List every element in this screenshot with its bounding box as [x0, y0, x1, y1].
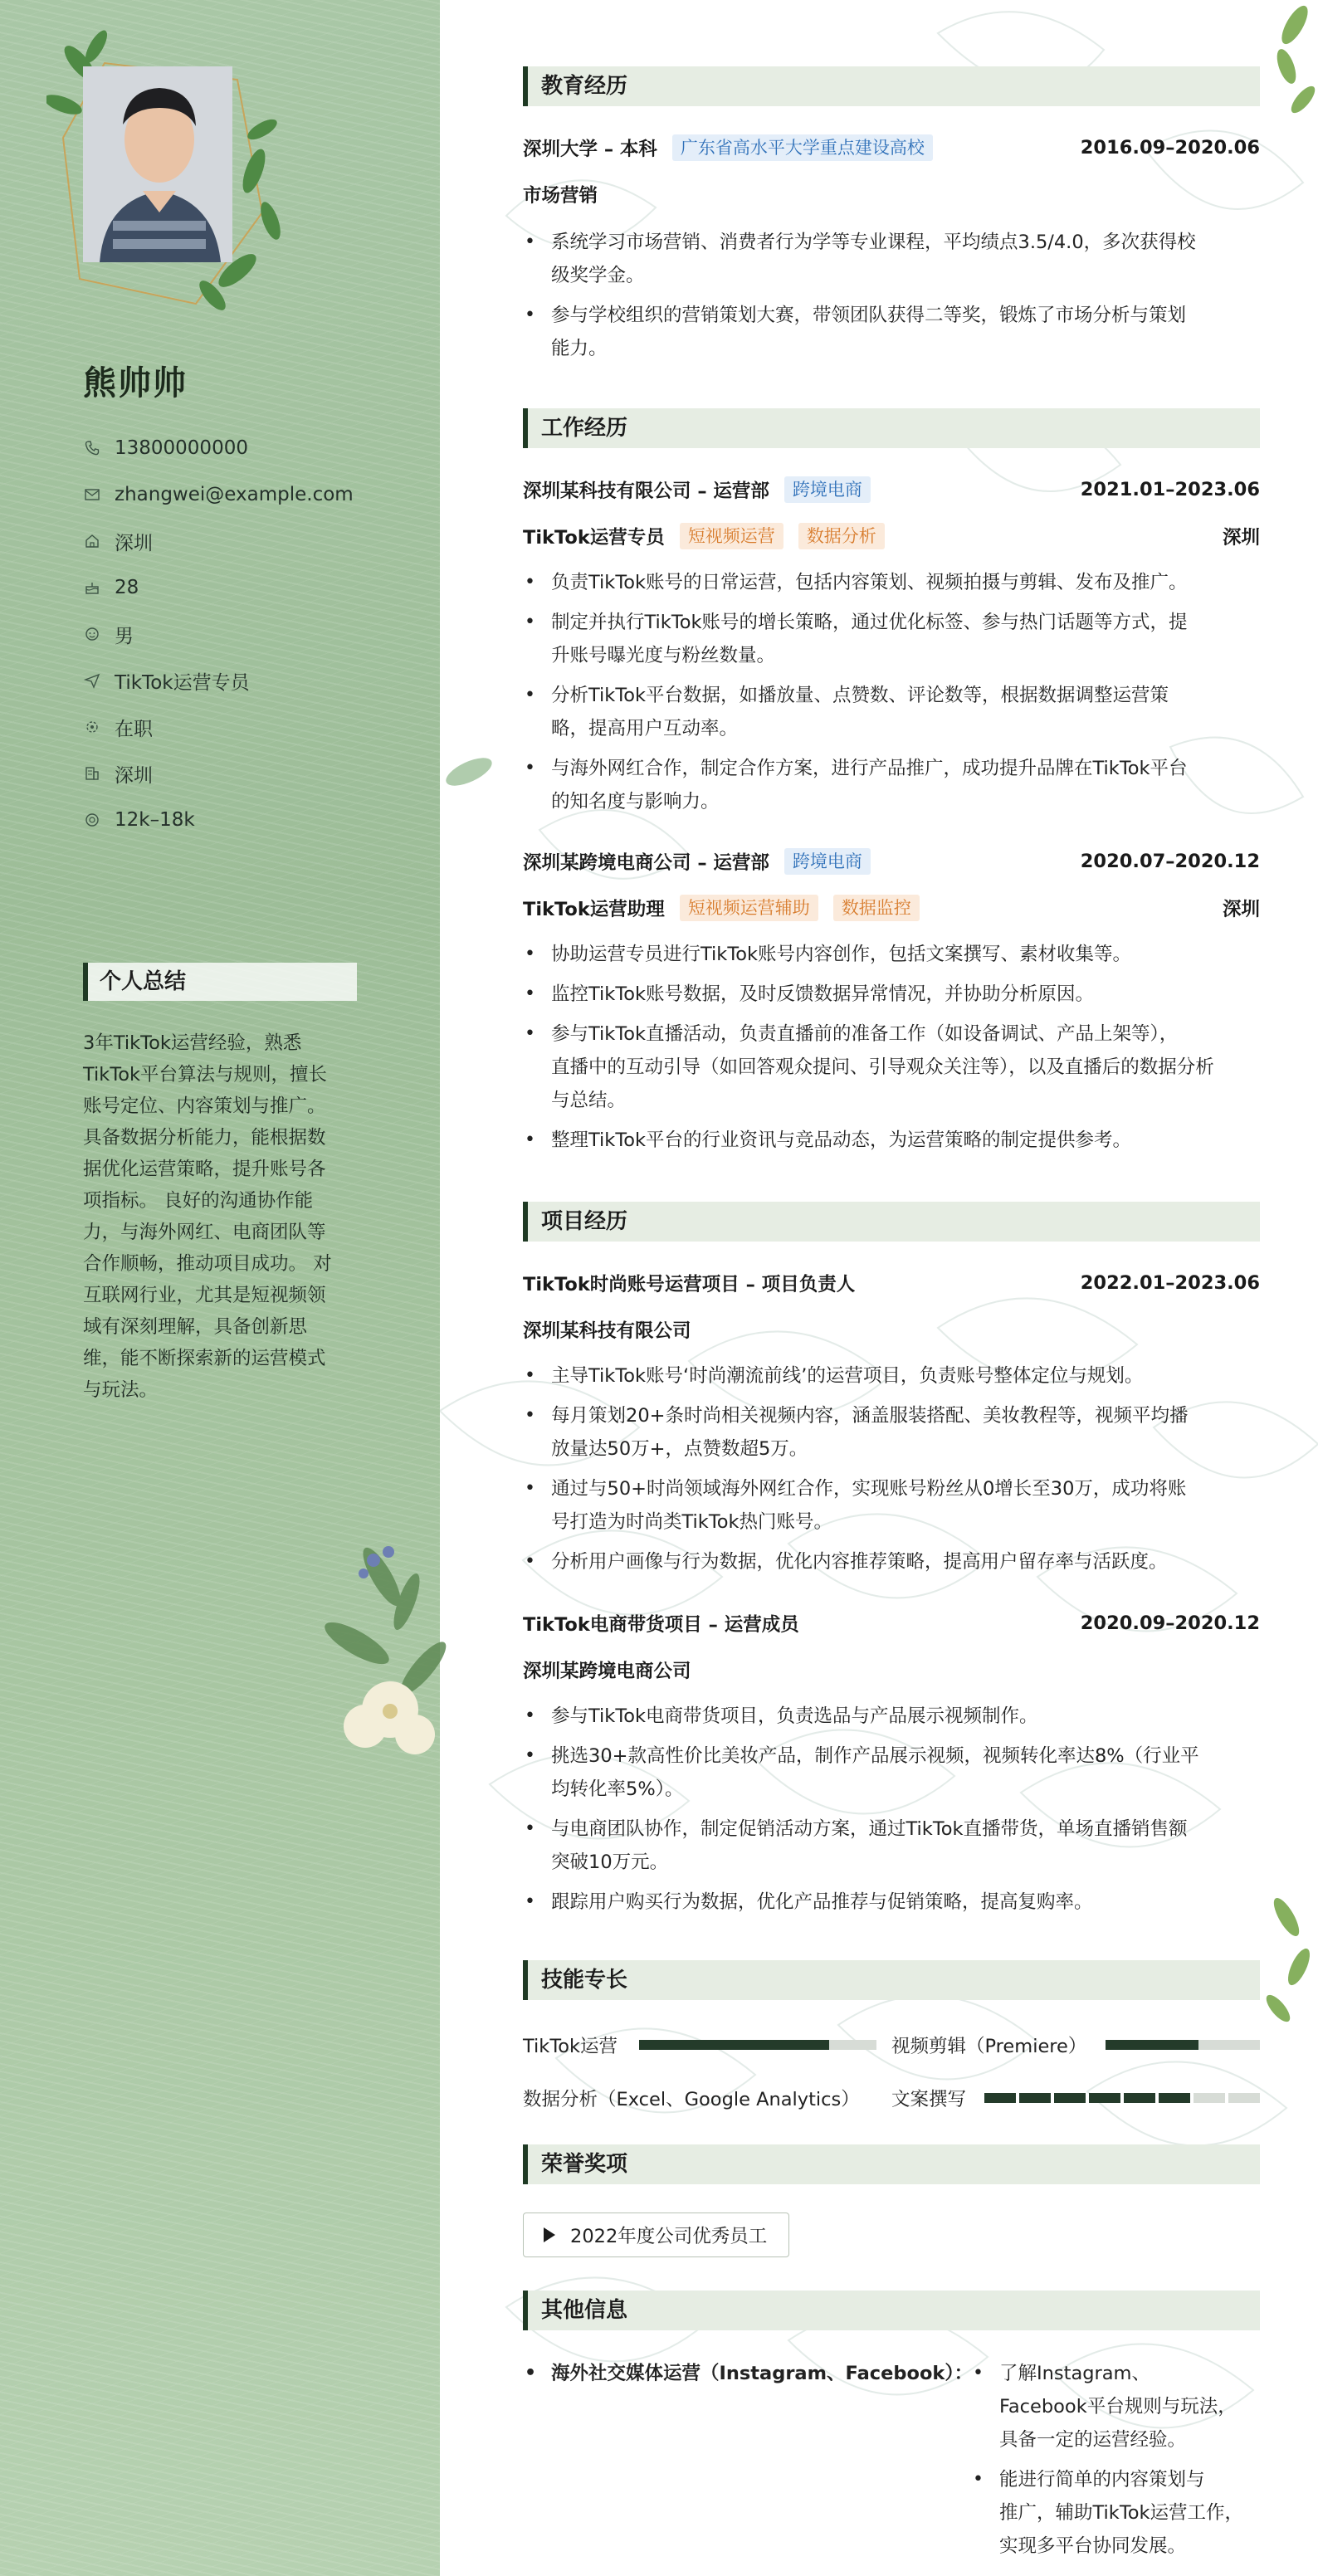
honors-title: 荣誉奖项 [523, 2144, 1260, 2184]
contact-target-city-text: 深圳 [115, 764, 153, 787]
job-role-row [523, 891, 1260, 925]
job-bullet [523, 1017, 1260, 1117]
bullet-line: • 负责TikTok账号的日常运营，包括内容策划、视频拍摄与剪辑、发布及推广。 [551, 572, 1188, 593]
summary-line: 互联网行业，尤其是短视频领 [83, 1285, 326, 1306]
skill-level-segments [984, 2093, 1260, 2103]
project-org-row [523, 1653, 1260, 1686]
job-city: 深圳 [1222, 527, 1260, 549]
contact-phone-text: 13800000000 [115, 437, 248, 459]
gender-icon [83, 625, 101, 643]
award-item [523, 2213, 789, 2257]
job-bullet [523, 938, 1260, 971]
other-bullet [971, 2357, 1245, 2456]
job-industry-tag: 跨境电商 [784, 476, 871, 503]
bullet-line: • 制定并执行TikTok账号的增长策略，通过优化标签、参与热门话题等方式，提 [551, 612, 1188, 633]
bullet-line: • 挑选30+款高性价比美妆产品，制作产品展示视频，视频转化率达8%（行业平 [551, 1745, 1199, 1767]
job-city: 深圳 [1222, 899, 1260, 920]
project-date: 2022.01–2023.06 [1080, 1272, 1260, 1294]
job-bullet [523, 978, 1260, 1011]
cake-icon [83, 578, 101, 597]
contact-status-text: 在职 [115, 718, 153, 740]
project-header [523, 1266, 1260, 1300]
summary-text [83, 1027, 354, 1406]
skill-level-bar [1106, 2040, 1260, 2050]
contact-city-text: 深圳 [115, 532, 153, 554]
bullet-line: 推广，辅助TikTok运营工作， [999, 2502, 1244, 2524]
job-skill-tag: 短视频运营 [680, 523, 783, 549]
bullet-line: • 参与TikTok直播活动，负责直播前的准备工作（如设备调试、产品上架等）， [551, 1023, 1179, 1045]
job-role: TikTok运营助理 [523, 899, 665, 920]
job-bullet [523, 566, 1260, 599]
project-org: 深圳某科技有限公司 [523, 1320, 691, 1342]
bullet-line: 与总结。 [551, 1090, 627, 1111]
summary-line: 维，能不断探索新的运营模式 [83, 1348, 326, 1369]
project-org-row [523, 1313, 1260, 1346]
job-header [523, 473, 1260, 506]
phone-icon [83, 439, 101, 457]
skill-row [523, 2081, 888, 2115]
bullet-line: • 与海外网红合作，制定合作方案，进行产品推广，成功提升品牌在TikTok平台 [551, 758, 1188, 779]
project-bullet [523, 1812, 1260, 1879]
avatar [83, 66, 232, 262]
job-role-row [523, 520, 1260, 553]
education-tag: 广东省高水平大学重点建设高校 [672, 134, 933, 161]
summary-line: 3年TikTok运营经验，熟悉 [83, 1032, 302, 1054]
project-bullet [523, 1545, 1260, 1578]
education-major-row [523, 178, 1260, 211]
skill-row [891, 2028, 1140, 2061]
bullet-line: 具备一定的运营经验。 [999, 2429, 1187, 2451]
skill-level-segment [1089, 2093, 1120, 2103]
job-bullet [523, 752, 1260, 818]
candidate-name: 熊帅帅 [83, 364, 188, 402]
bullet-line: • 了解Instagram、 [999, 2363, 1150, 2384]
bullet-line: • 分析用户画像与行为数据，优化内容推荐策略，提高用户留存率与活跃度。 [551, 1551, 1168, 1573]
summary-line: 力，与海外网红、电商团队等 [83, 1222, 326, 1243]
bullet-line: Facebook平台规则与玩法， [999, 2396, 1237, 2417]
bottom-right-leaf-decoration [1253, 1884, 1318, 2050]
mail-icon [83, 485, 101, 504]
skill-name: 文案撰写 [891, 2089, 967, 2110]
summary-line: TikTok平台算法与规则，擅长 [83, 1064, 328, 1086]
salary-icon [83, 811, 101, 829]
education-header [523, 131, 1260, 164]
skill-name: 视频剪辑（Premiere） [891, 2036, 1087, 2057]
summary-line: 据优化运营策略，提升账号各 [83, 1159, 326, 1180]
job-role: TikTok运营专员 [523, 527, 665, 549]
contact-phone [83, 425, 432, 471]
skill-level-bar [639, 2040, 876, 2050]
home-icon [83, 532, 101, 550]
summary-line: 项指标。 良好的沟通协作能 [83, 1190, 314, 1212]
other-bullet [971, 2463, 1245, 2563]
skill-level-segment [984, 2093, 1016, 2103]
summary-line: 合作顺畅，推动项目成功。 对 [83, 1253, 332, 1275]
photo-area [46, 30, 287, 312]
contact-position [83, 657, 432, 704]
bullet-line: 略，提高用户互动率。 [551, 718, 739, 739]
bullet-line: • 参与TikTok电商带货项目，负责选品与产品展示视频制作。 [551, 1705, 1038, 1727]
job-date: 2021.01–2023.06 [1080, 479, 1260, 500]
bullet-line: • 主导TikTok账号‘时尚潮流前线’的运营项目，负责账号整体定位与规划。 [551, 1365, 1144, 1387]
job-company: 深圳某科技有限公司 – 运营部 [523, 481, 769, 502]
contact-salary-text: 12k–18k [115, 809, 195, 831]
education-major: 市场营销 [523, 185, 598, 207]
side-leaf-decoration [440, 747, 498, 797]
bullet-line: 号打造为时尚类TikTok热门账号。 [551, 1511, 833, 1533]
project-bullet [523, 1472, 1260, 1539]
summary-line: 账号定位、内容策划与推广。 [83, 1095, 326, 1117]
bullet-line: • 每月策划20+条时尚相关视频内容，涵盖服装搭配、美妆教程等，视频平均播 [551, 1405, 1189, 1427]
project-org: 深圳某跨境电商公司 [523, 1661, 691, 1682]
job-company: 深圳某跨境电商公司 – 运营部 [523, 852, 769, 874]
job-bullet [523, 679, 1260, 745]
flower-decoration [282, 1527, 448, 1809]
job-bullet [523, 606, 1260, 672]
project-bullet [523, 1359, 1260, 1393]
bullet-line: 实现多平台协同发展。 [999, 2535, 1187, 2557]
project-date: 2020.09–2020.12 [1080, 1612, 1260, 1634]
bullet-line: • 监控TikTok账号数据，及时反馈数据异常情况，并协助分析原因。 [551, 983, 1095, 1005]
projects-title: 项目经历 [523, 1202, 1260, 1242]
bullet-line: • 系统学习市场营销、消费者行为学等专业课程，平均绩点3.5/4.0，多次获得校 [551, 232, 1196, 253]
bullet-line: • 分析TikTok平台数据，如播放量、点赞数、评论数等，根据数据调整运营策 [551, 685, 1169, 706]
top-right-leaf-decoration [1253, 0, 1318, 133]
bullet-line: 的知名度与影响力。 [551, 791, 720, 812]
skill-name: 数据分析（Excel、Google Analytics） [523, 2089, 860, 2110]
contact-city [83, 518, 432, 564]
project-bullet [523, 1700, 1260, 1733]
job-skill-tag: 短视频运营辅助 [680, 895, 818, 921]
project-header [523, 1607, 1260, 1640]
job-header [523, 845, 1260, 878]
contact-target-city [83, 750, 432, 797]
summary-line: 域有深刻理解，具备创新思 [83, 1316, 308, 1338]
bullet-line: • 协助运营专员进行TikTok账号内容创作，包括文案撰写、素材收集等。 [551, 944, 1132, 965]
bullet-line: • 整理TikTok平台的行业资讯与竞品动态，为运营策略的制定提供参考。 [551, 1129, 1132, 1151]
project-name: TikTok时尚账号运营项目 – 项目负责人 [523, 1274, 856, 1295]
work-title: 工作经历 [523, 408, 1260, 448]
contact-age-text: 28 [115, 577, 139, 598]
job-skill-tag: 数据监控 [833, 895, 920, 921]
education-date: 2016.09–2020.06 [1080, 137, 1260, 159]
contact-gender-text: 男 [115, 625, 134, 647]
building-icon [83, 764, 101, 783]
contact-salary [83, 797, 432, 843]
skill-level-fill [639, 2040, 829, 2050]
contact-status [83, 704, 432, 750]
skill-level-segment [1019, 2093, 1051, 2103]
project-bullet [523, 1739, 1260, 1806]
education-bullet [523, 299, 1260, 365]
education-bullet [523, 226, 1260, 292]
job-bullet [523, 1124, 1260, 1157]
skill-level-segment [1228, 2093, 1260, 2103]
bullet-line: 级奖学金。 [551, 265, 645, 286]
contact-age [83, 564, 432, 611]
bullet-line: • 跟踪用户购买行为数据，优化产品推荐与促销策略，提高复购率。 [551, 1891, 1093, 1913]
summary-title: 个人总结 [83, 963, 357, 1001]
other-label-text: • 海外社交媒体运营（Instagram、Facebook）： [551, 2363, 974, 2384]
skill-level-segment [1124, 2093, 1155, 2103]
bullet-line: • 与电商团队协作，制定促销活动方案，通过TikTok直播带货，单场直播销售额 [551, 1818, 1188, 1840]
skill-level-segment [1194, 2093, 1225, 2103]
bullet-line: 放量达50万+，点赞数超5万。 [551, 1438, 808, 1460]
summary-line: 具备数据分析能力，能根据数 [83, 1127, 326, 1149]
contact-email-text: zhangwei@example.com [115, 484, 354, 505]
skill-name: TikTok运营 [523, 2036, 618, 2057]
other-label [523, 2357, 988, 2390]
bullet-line: 突破10万元。 [551, 1852, 669, 1873]
education-school: 深圳大学 – 本科 [523, 139, 657, 160]
contact-gender [83, 611, 432, 657]
contact-position-text: TikTok运营专员 [115, 671, 250, 694]
bullet-line: • 能进行简单的内容策划与 [999, 2469, 1205, 2491]
job-industry-tag: 跨境电商 [784, 848, 871, 875]
play-triangle-icon [544, 2227, 555, 2242]
bullet-line: 均转化率5%）。 [551, 1778, 684, 1800]
contact-email [83, 471, 432, 518]
skill-level-fill [1106, 2040, 1198, 2050]
main-content [440, 0, 1318, 2576]
send-icon [83, 671, 101, 690]
job-skill-tag: 数据分析 [798, 523, 885, 549]
skill-level-segment [1054, 2093, 1086, 2103]
job-date: 2020.07–2020.12 [1080, 851, 1260, 872]
project-bullet [523, 1399, 1260, 1466]
project-bullet [523, 1886, 1260, 1919]
skill-level-segment [1159, 2093, 1190, 2103]
summary-line: 与玩法。 [83, 1379, 159, 1401]
bullet-line: • 通过与50+时尚领域海外网红合作，实现账号粉丝从0增长至30万，成功将账 [551, 1478, 1187, 1500]
bullet-line: • 参与学校组织的营销策划大赛，带领团队获得二等奖，锻炼了市场分析与策划 [551, 305, 1187, 326]
education-title: 教育经历 [523, 66, 1260, 106]
bullet-line: 能力。 [551, 338, 608, 359]
status-icon [83, 718, 101, 736]
project-name: TikTok电商带货项目 – 运营成员 [523, 1614, 799, 1636]
other-title: 其他信息 [523, 2291, 1260, 2330]
bullet-line: 升账号曝光度与粉丝数量。 [551, 645, 776, 666]
bullet-line: 直播中的互动引导（如回答观众提问、引导观众关注等），以及直播后的数据分析 [551, 1056, 1214, 1078]
avatar-illustration [83, 66, 232, 262]
award-text: 2022年度公司优秀员工 [570, 2226, 768, 2247]
skills-title: 技能专长 [523, 1960, 1260, 2000]
contact-list [83, 425, 432, 843]
sidebar [0, 0, 440, 2576]
